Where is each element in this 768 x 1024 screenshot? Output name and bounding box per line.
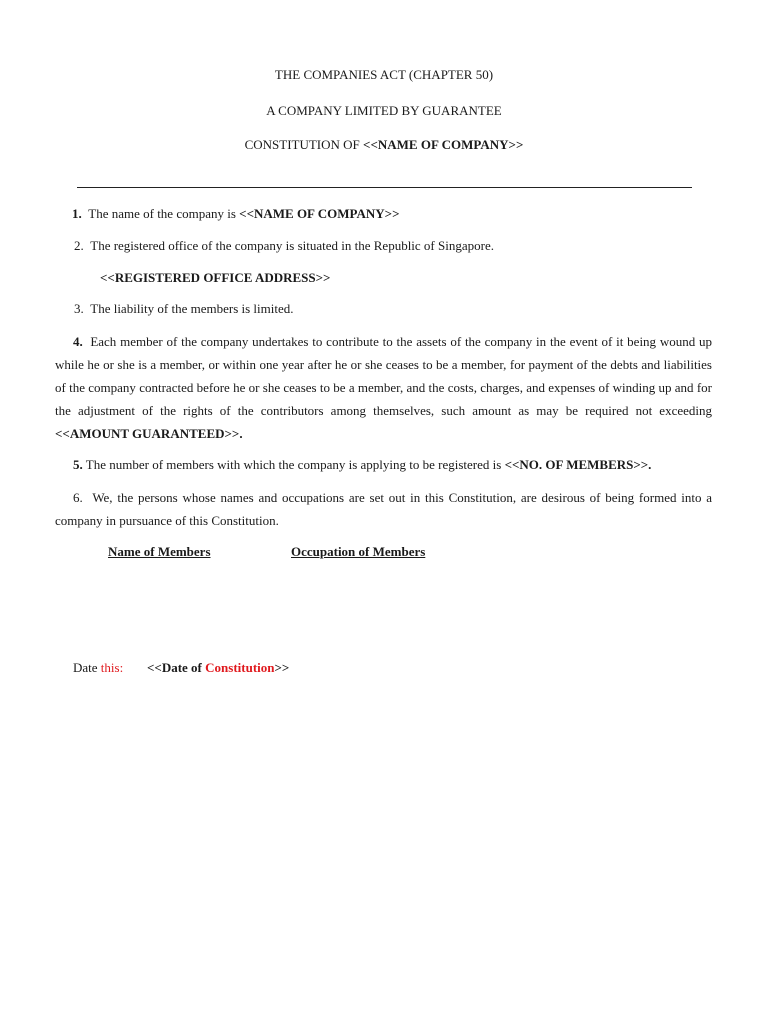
date-value-prefix: <<Date of — [147, 660, 206, 675]
clause-5-text: The number of members with which the company is applying to be registered is — [85, 457, 505, 472]
clause-3-text: The liability of the members is limited. — [90, 301, 294, 316]
clause-5-number: 5. — [73, 457, 83, 472]
clause-4-placeholder: <<AMOUNT GUARANTEED>>. — [55, 426, 243, 441]
date-label-text: Date — [73, 660, 101, 675]
clause-6 — [55, 486, 712, 532]
date-value-suffix: >> — [274, 660, 290, 675]
members-name-header: Name of Members — [108, 544, 211, 559]
members-occupation-header: Occupation of Members — [291, 544, 426, 559]
date-label-this: this: — [100, 660, 124, 675]
clause-6-number: 6. — [73, 490, 83, 505]
constitution-company-name: <<NAME OF COMPANY>> — [363, 137, 524, 152]
clause-1-placeholder: <<NAME OF COMPANY>> — [239, 206, 400, 221]
header-divider — [77, 187, 692, 188]
date-label — [73, 660, 123, 676]
clause-1-text: The name of the company is — [88, 206, 240, 221]
company-type: A COMPANY LIMITED BY GUARANTEE — [266, 103, 502, 118]
clause-5-placeholder: <<NO. OF MEMBERS>>. — [504, 457, 652, 472]
clause-6-text: We, the persons whose names and occupations are set out in this Constitution, are desirous of being formed into a company in pursuance of this Constitution. — [55, 490, 713, 528]
clause-2 — [74, 238, 494, 254]
registered-office-address: <<REGISTERED OFFICE ADDRESS>> — [100, 270, 331, 285]
date-value — [147, 660, 289, 676]
clause-3 — [74, 301, 294, 317]
clause-2-number: 2. — [74, 238, 84, 253]
clause-4-number: 4. — [73, 334, 83, 349]
clause-4-text: Each member of the company undertakes to contribute to the assets of the company in the event of it being wound up while he or she is a member, or within one year after he or she ceases to be a member, for payment of the debts and liabilities of the company contracted before he or she ceases to be a member, and the costs, charges, and expenses of winding up and for the adjustment of the rights of the contributors among themselves, such amount as may be required not exceeding — [55, 334, 713, 418]
clause-1 — [72, 206, 400, 222]
clause-4 — [55, 330, 712, 445]
act-title: THE COMPANIES ACT (CHAPTER 50) — [274, 67, 494, 82]
clause-3-number: 3. — [74, 301, 84, 316]
clause-5 — [73, 457, 651, 473]
clause-1-number: 1. — [72, 206, 82, 221]
constitution-heading — [0, 137, 768, 153]
date-value-constitution: Constitution — [205, 660, 275, 675]
clause-2-text: The registered office of the company is situated in the Republic of Singapore. — [90, 238, 494, 253]
constitution-prefix: CONSTITUTION OF — [244, 137, 364, 152]
